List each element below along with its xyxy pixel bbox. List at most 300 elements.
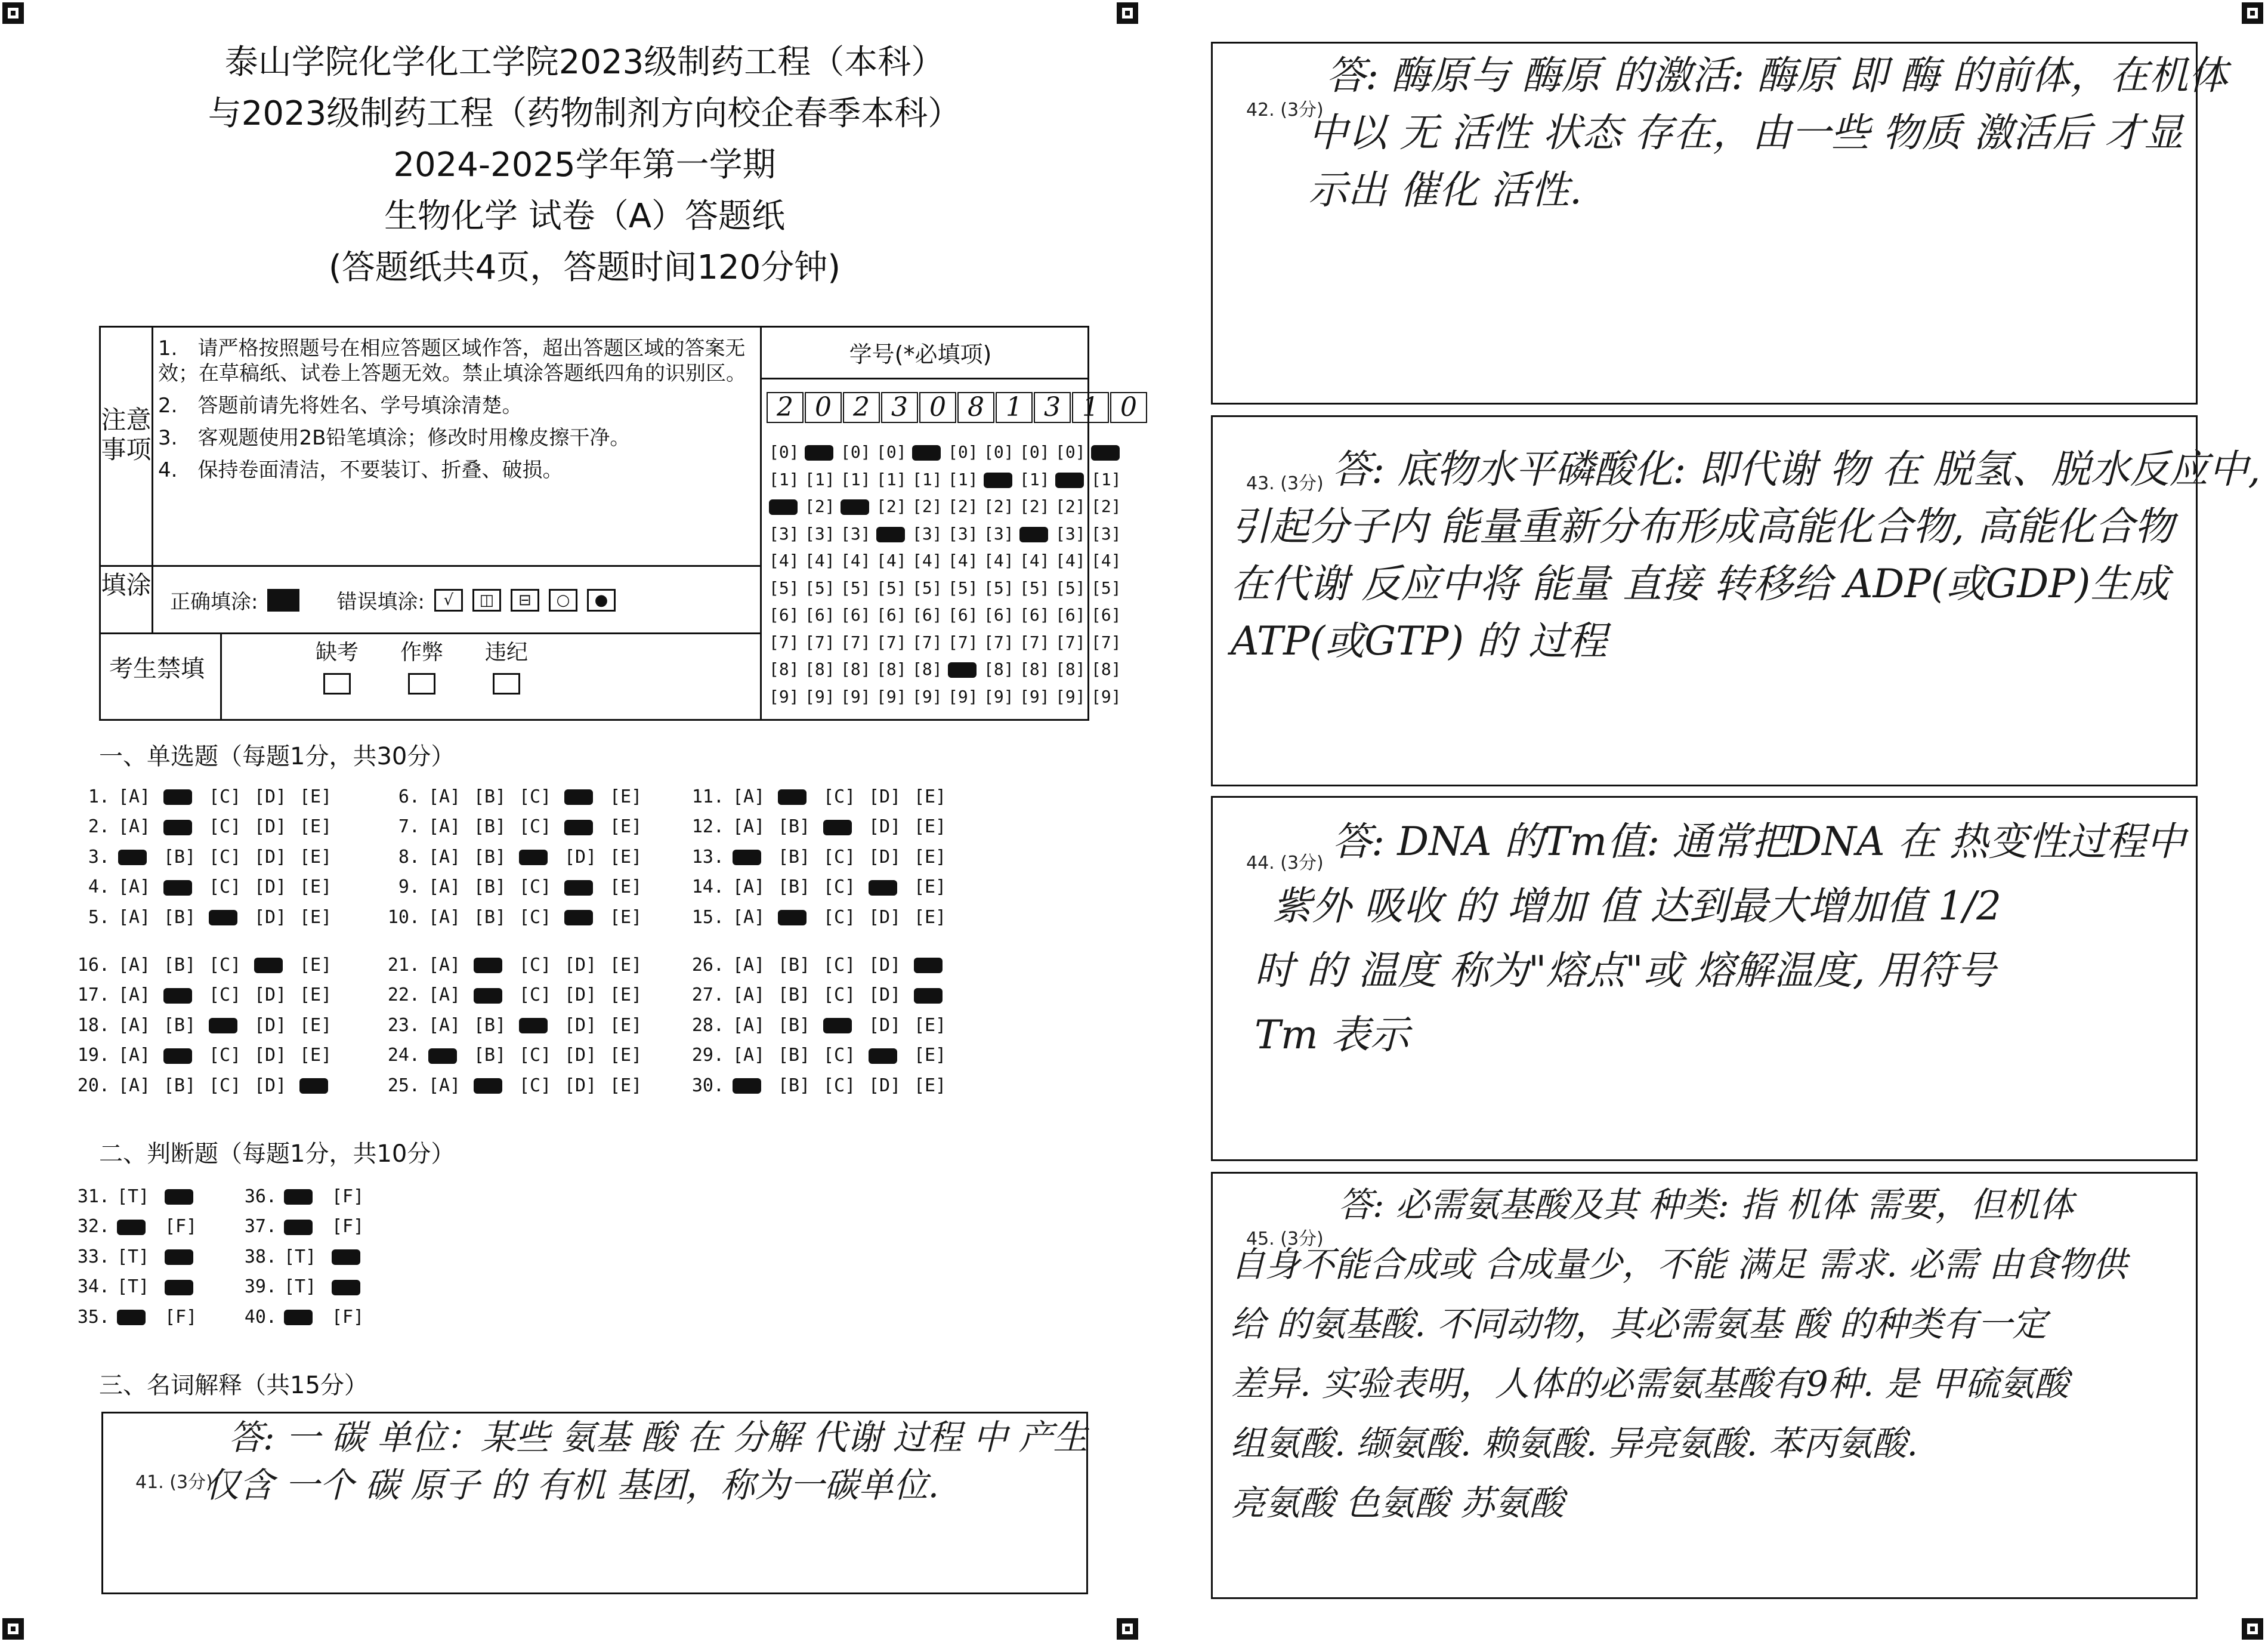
tf-question-row bbox=[239, 1212, 379, 1242]
option-bubble[interactable]: [A] bbox=[733, 906, 765, 928]
option-bubble[interactable]: [A] bbox=[118, 786, 151, 807]
option-bubble[interactable]: [B] bbox=[778, 1014, 811, 1036]
bubble[interactable]: [3] bbox=[805, 523, 835, 544]
option-bubble[interactable]: [D] bbox=[254, 876, 287, 898]
option-bubble[interactable]: [A] bbox=[428, 846, 461, 868]
option-bubble[interactable]: [E] bbox=[299, 954, 332, 976]
option-filled[interactable] bbox=[519, 847, 564, 868]
option-bubble[interactable]: [C] bbox=[209, 786, 242, 807]
option-bubble[interactable]: [T] bbox=[117, 1186, 150, 1207]
option-bubble[interactable]: [E] bbox=[299, 1045, 332, 1066]
option-bubble[interactable]: [E] bbox=[914, 786, 947, 807]
option-bubble[interactable]: [C] bbox=[519, 876, 552, 898]
bubble[interactable]: [9] bbox=[984, 686, 1014, 706]
option-bubble[interactable]: [A] bbox=[118, 906, 151, 928]
option-bubble[interactable]: [A] bbox=[428, 876, 461, 898]
option-bubble[interactable]: [A] bbox=[733, 816, 765, 838]
bubble[interactable]: [5] bbox=[1091, 578, 1121, 598]
bubble[interactable]: [3] bbox=[948, 523, 978, 544]
bubble[interactable]: [9] bbox=[769, 686, 799, 706]
bubble[interactable]: [2] bbox=[1055, 496, 1086, 517]
option-bubble[interactable]: [B] bbox=[163, 954, 196, 976]
option-bubble[interactable]: [B] bbox=[778, 1045, 811, 1066]
option-bubble[interactable]: [E] bbox=[299, 876, 332, 898]
option-filled[interactable] bbox=[332, 1276, 379, 1297]
bubble[interactable]: [9] bbox=[805, 686, 835, 706]
option-bubble[interactable]: [D] bbox=[564, 1045, 597, 1066]
option-filled[interactable] bbox=[474, 955, 519, 976]
option-bubble[interactable]: [T] bbox=[284, 1246, 317, 1267]
option-bubble[interactable]: [C] bbox=[209, 1045, 242, 1066]
option-bubble[interactable]: [A] bbox=[428, 984, 461, 1006]
option-bubble[interactable]: [F] bbox=[332, 1186, 364, 1207]
bubble[interactable]: [1] bbox=[841, 469, 871, 489]
option-bubble[interactable]: [A] bbox=[118, 816, 151, 838]
bubble[interactable]: [1] bbox=[805, 469, 835, 489]
bubble[interactable]: [7] bbox=[1091, 632, 1121, 652]
option-filled[interactable] bbox=[163, 816, 209, 837]
option-filled[interactable] bbox=[165, 1186, 212, 1207]
option-bubble[interactable]: [E] bbox=[914, 816, 947, 838]
bubble[interactable]: [7] bbox=[769, 632, 799, 652]
cheat-checkbox[interactable] bbox=[408, 673, 435, 695]
bubble[interactable]: [7] bbox=[1019, 632, 1050, 652]
option-bubble[interactable]: [C] bbox=[209, 1075, 242, 1096]
option-bubble[interactable]: [C] bbox=[519, 906, 552, 928]
option-bubble[interactable]: [E] bbox=[299, 906, 332, 928]
bubble-row bbox=[769, 683, 1127, 711]
option-bubble[interactable]: [E] bbox=[610, 1045, 642, 1066]
option-filled[interactable] bbox=[284, 1216, 332, 1237]
option-bubble[interactable]: [A] bbox=[428, 1014, 461, 1036]
option-filled[interactable] bbox=[284, 1307, 332, 1328]
bubble[interactable]: [8] bbox=[1055, 659, 1086, 680]
option-bubble[interactable]: [B] bbox=[474, 846, 506, 868]
option-bubble[interactable]: [D] bbox=[564, 984, 597, 1006]
option-filled[interactable] bbox=[165, 1276, 212, 1297]
bubble[interactable]: [5] bbox=[876, 578, 907, 598]
bubble[interactable]: [8] bbox=[805, 659, 835, 680]
option-bubble[interactable]: [D] bbox=[869, 1075, 901, 1096]
option-bubble[interactable]: [E] bbox=[914, 1014, 947, 1036]
bubble[interactable]: [6] bbox=[912, 605, 943, 625]
bubble[interactable]: [7] bbox=[984, 632, 1014, 652]
bubble[interactable]: [2] bbox=[1091, 496, 1121, 517]
option-bubble[interactable]: [B] bbox=[778, 876, 811, 898]
option-bubble[interactable]: [D] bbox=[564, 954, 597, 976]
option-bubble[interactable]: [T] bbox=[117, 1276, 150, 1298]
option-bubble[interactable]: [E] bbox=[610, 846, 642, 868]
bubble[interactable]: [2] bbox=[948, 496, 978, 517]
option-filled[interactable] bbox=[778, 786, 823, 807]
option-filled[interactable] bbox=[519, 1015, 564, 1036]
option-bubble[interactable]: [B] bbox=[163, 906, 196, 928]
option-bubble[interactable]: [A] bbox=[118, 1014, 151, 1036]
mc-question-row bbox=[382, 782, 655, 812]
option-bubble[interactable]: [E] bbox=[299, 1014, 332, 1036]
option-bubble[interactable]: [C] bbox=[519, 984, 552, 1006]
option-bubble[interactable]: [C] bbox=[209, 876, 242, 898]
bubble-filled[interactable] bbox=[984, 470, 1019, 489]
option-bubble[interactable]: [B] bbox=[778, 984, 811, 1006]
option-bubble[interactable]: [C] bbox=[519, 954, 552, 976]
question-number: 19. bbox=[77, 1045, 110, 1066]
bubble[interactable]: [5] bbox=[1019, 578, 1050, 598]
option-bubble[interactable]: [F] bbox=[165, 1216, 197, 1237]
option-bubble[interactable]: [E] bbox=[914, 846, 947, 868]
bubble[interactable]: [6] bbox=[769, 605, 799, 625]
bubble[interactable]: [9] bbox=[876, 686, 907, 706]
option-filled[interactable] bbox=[823, 816, 869, 837]
bubble[interactable]: [0] bbox=[876, 442, 907, 462]
bubble-filled[interactable] bbox=[1091, 442, 1127, 462]
bubble[interactable]: [8] bbox=[841, 659, 871, 680]
option-bubble[interactable]: [D] bbox=[564, 1014, 597, 1036]
option-bubble[interactable]: [B] bbox=[778, 954, 811, 976]
bubble[interactable]: [1] bbox=[769, 469, 799, 489]
bubble[interactable]: [0] bbox=[1055, 442, 1086, 462]
violation-checkbox[interactable] bbox=[493, 673, 520, 695]
option-bubble[interactable]: [F] bbox=[332, 1216, 364, 1237]
option-filled[interactable] bbox=[733, 1075, 778, 1096]
bubble-filled[interactable] bbox=[948, 659, 984, 679]
question-number: 34. bbox=[77, 1276, 110, 1298]
option-bubble[interactable]: [E] bbox=[914, 1045, 947, 1066]
bubble[interactable]: [8] bbox=[876, 659, 907, 680]
option-bubble[interactable]: [C] bbox=[823, 1045, 856, 1066]
question-number: 40. bbox=[244, 1306, 277, 1328]
bubble[interactable]: [4] bbox=[876, 551, 907, 571]
bubble[interactable]: [3] bbox=[984, 523, 1014, 544]
option-bubble[interactable]: [A] bbox=[428, 1075, 461, 1096]
bubble[interactable]: [5] bbox=[912, 578, 943, 598]
option-bubble[interactable]: [E] bbox=[914, 876, 947, 898]
question-number: 1. bbox=[88, 786, 110, 807]
bubble[interactable]: [5] bbox=[984, 578, 1014, 598]
option-bubble[interactable]: [E] bbox=[610, 876, 642, 898]
option-bubble[interactable]: [D] bbox=[564, 1075, 597, 1096]
option-bubble[interactable]: [E] bbox=[610, 954, 642, 976]
option-filled[interactable] bbox=[209, 1015, 254, 1036]
bubble-filled[interactable] bbox=[769, 496, 805, 516]
option-bubble[interactable]: [E] bbox=[610, 786, 642, 807]
bubble[interactable]: [6] bbox=[1055, 605, 1086, 625]
bubble[interactable]: [1] bbox=[948, 469, 978, 489]
option-bubble[interactable]: [C] bbox=[519, 1075, 552, 1096]
option-bubble[interactable]: [C] bbox=[519, 816, 552, 838]
bubble-filled[interactable] bbox=[805, 442, 841, 462]
question-number: 22. bbox=[387, 984, 420, 1006]
option-filled[interactable] bbox=[564, 786, 610, 807]
bubble[interactable]: [3] bbox=[912, 523, 943, 544]
bubble[interactable]: [4] bbox=[948, 551, 978, 571]
option-filled[interactable] bbox=[564, 907, 610, 928]
option-filled[interactable] bbox=[733, 847, 778, 868]
bubble[interactable]: [4] bbox=[1019, 551, 1050, 571]
option-bubble[interactable]: [A] bbox=[118, 876, 151, 898]
mc-question-row bbox=[72, 872, 345, 903]
bubble[interactable]: [6] bbox=[1019, 605, 1050, 625]
option-bubble[interactable]: [A] bbox=[733, 876, 765, 898]
notice-item-3: 3. 客观题使用2B铅笔填涂；修改时用橡皮擦干净。 bbox=[158, 426, 631, 450]
bubble[interactable]: [1] bbox=[912, 469, 943, 489]
option-filled[interactable] bbox=[914, 984, 959, 1005]
bubble[interactable]: [4] bbox=[1055, 551, 1086, 571]
answer-box-45[interactable] bbox=[1211, 1172, 2198, 1599]
bubble[interactable]: [9] bbox=[912, 686, 943, 706]
bubble[interactable]: [5] bbox=[1055, 578, 1086, 598]
bubble[interactable]: [1] bbox=[876, 469, 907, 489]
bubble[interactable]: [0] bbox=[1019, 442, 1050, 462]
bubble[interactable]: [7] bbox=[876, 632, 907, 652]
option-bubble[interactable]: [B] bbox=[474, 1045, 506, 1066]
option-bubble[interactable]: [D] bbox=[254, 1045, 287, 1066]
option-filled[interactable] bbox=[428, 1045, 474, 1066]
option-bubble[interactable]: [D] bbox=[254, 1014, 287, 1036]
option-bubble[interactable]: [D] bbox=[564, 846, 597, 868]
option-filled[interactable] bbox=[118, 847, 163, 868]
option-bubble[interactable]: [C] bbox=[823, 1075, 856, 1096]
bubble[interactable]: [5] bbox=[948, 578, 978, 598]
option-bubble[interactable]: [B] bbox=[163, 846, 196, 868]
option-bubble[interactable]: [D] bbox=[254, 906, 287, 928]
bubble[interactable]: [0] bbox=[984, 442, 1014, 462]
option-bubble[interactable]: [D] bbox=[869, 984, 901, 1006]
option-bubble[interactable]: [E] bbox=[299, 984, 332, 1006]
option-filled[interactable] bbox=[474, 1075, 519, 1096]
option-bubble[interactable]: [T] bbox=[284, 1276, 317, 1298]
bubble[interactable]: [8] bbox=[1091, 659, 1121, 680]
option-filled[interactable] bbox=[163, 786, 209, 807]
option-bubble[interactable]: [E] bbox=[914, 906, 947, 928]
bubble[interactable]: [7] bbox=[841, 632, 871, 652]
option-bubble[interactable]: [E] bbox=[610, 1014, 642, 1036]
answer-box-41[interactable] bbox=[101, 1412, 1088, 1594]
option-bubble[interactable]: [D] bbox=[869, 846, 901, 868]
bubble[interactable]: [6] bbox=[805, 605, 835, 625]
option-filled[interactable] bbox=[165, 1246, 212, 1267]
option-bubble[interactable]: [A] bbox=[118, 954, 151, 976]
absent-checkbox[interactable] bbox=[323, 673, 351, 695]
option-bubble[interactable]: [A] bbox=[118, 1075, 151, 1096]
option-filled[interactable] bbox=[823, 1015, 869, 1036]
bubble[interactable]: [9] bbox=[1055, 686, 1086, 706]
bubble[interactable]: [4] bbox=[912, 551, 943, 571]
bubble[interactable]: [2] bbox=[1019, 496, 1050, 517]
option-bubble[interactable]: [T] bbox=[117, 1246, 150, 1267]
option-bubble[interactable]: [C] bbox=[519, 786, 552, 807]
option-bubble[interactable]: [D] bbox=[254, 816, 287, 838]
option-bubble[interactable]: [E] bbox=[610, 816, 642, 838]
fill-mark bbox=[564, 910, 593, 925]
bubble[interactable]: [9] bbox=[1091, 686, 1121, 706]
bubble[interactable]: [1] bbox=[1091, 469, 1121, 489]
bubble[interactable]: [0] bbox=[948, 442, 978, 462]
bubble[interactable]: [2] bbox=[876, 496, 907, 517]
wrong-fill-dash-icon: ⊟ bbox=[511, 589, 539, 612]
option-bubble[interactable]: [B] bbox=[778, 1075, 811, 1096]
option-filled[interactable] bbox=[474, 984, 519, 1005]
option-bubble[interactable]: [C] bbox=[209, 846, 242, 868]
mc-question-row bbox=[382, 902, 655, 933]
option-bubble[interactable]: [A] bbox=[733, 786, 765, 807]
option-bubble[interactable]: [A] bbox=[118, 1045, 151, 1066]
sheet-title bbox=[101, 37, 1068, 294]
bubble[interactable]: [2] bbox=[984, 496, 1014, 517]
bubble[interactable]: [8] bbox=[769, 659, 799, 680]
bubble-row bbox=[769, 601, 1127, 629]
bubble[interactable]: [5] bbox=[841, 578, 871, 598]
option-bubble[interactable]: [D] bbox=[254, 786, 287, 807]
bubble[interactable]: [6] bbox=[841, 605, 871, 625]
bubble[interactable]: [7] bbox=[948, 632, 978, 652]
answer-box-42[interactable] bbox=[1211, 42, 2228, 405]
bubble[interactable]: [7] bbox=[805, 632, 835, 652]
option-bubble[interactable]: [C] bbox=[209, 816, 242, 838]
option-filled[interactable] bbox=[332, 1246, 379, 1267]
option-bubble[interactable]: [C] bbox=[823, 906, 856, 928]
option-filled[interactable] bbox=[914, 955, 959, 976]
option-bubble[interactable]: [E] bbox=[610, 1075, 642, 1096]
option-bubble[interactable]: [E] bbox=[914, 1075, 947, 1096]
option-bubble[interactable]: [C] bbox=[209, 984, 242, 1006]
bubble[interactable]: [4] bbox=[805, 551, 835, 571]
bubble[interactable]: [6] bbox=[876, 605, 907, 625]
option-bubble[interactable]: [C] bbox=[823, 786, 856, 807]
bubble[interactable]: [2] bbox=[805, 496, 835, 517]
bubble[interactable]: [0] bbox=[841, 442, 871, 462]
option-bubble[interactable]: [E] bbox=[610, 984, 642, 1006]
option-filled[interactable] bbox=[299, 1075, 345, 1096]
fill-mark bbox=[209, 910, 237, 925]
option-bubble[interactable]: [C] bbox=[823, 876, 856, 898]
bubble[interactable]: [8] bbox=[1019, 659, 1050, 680]
option-filled[interactable] bbox=[778, 907, 823, 928]
option-bubble[interactable]: [A] bbox=[733, 954, 765, 976]
option-filled[interactable] bbox=[564, 816, 610, 837]
option-bubble[interactable]: [F] bbox=[165, 1306, 197, 1328]
option-bubble[interactable]: [B] bbox=[163, 1075, 196, 1096]
bubble[interactable]: [6] bbox=[1091, 605, 1121, 625]
option-bubble[interactable]: [B] bbox=[474, 906, 506, 928]
option-bubble[interactable]: [D] bbox=[869, 816, 901, 838]
option-filled[interactable] bbox=[869, 876, 914, 897]
bubble[interactable]: [5] bbox=[805, 578, 835, 598]
option-filled[interactable] bbox=[869, 1045, 914, 1066]
bubble[interactable]: [4] bbox=[1091, 551, 1121, 571]
bubble[interactable]: [5] bbox=[769, 578, 799, 598]
bubble[interactable]: [9] bbox=[841, 686, 871, 706]
bubble[interactable]: [6] bbox=[984, 605, 1014, 625]
option-bubble[interactable]: [A] bbox=[428, 786, 461, 807]
question-number: 32. bbox=[77, 1216, 110, 1237]
bubble-filled[interactable] bbox=[1055, 470, 1091, 489]
option-bubble[interactable]: [C] bbox=[519, 1045, 552, 1066]
option-filled[interactable] bbox=[284, 1186, 332, 1207]
option-bubble[interactable]: [A] bbox=[733, 984, 765, 1006]
option-bubble[interactable]: [D] bbox=[254, 984, 287, 1006]
option-bubble[interactable]: [A] bbox=[428, 816, 461, 838]
bubble[interactable]: [3] bbox=[769, 523, 799, 544]
bubble[interactable]: [4] bbox=[984, 551, 1014, 571]
option-bubble[interactable]: [A] bbox=[428, 954, 461, 976]
bubble[interactable]: [9] bbox=[1019, 686, 1050, 706]
bubble[interactable]: [3] bbox=[841, 523, 871, 544]
option-filled[interactable] bbox=[254, 955, 299, 976]
bubble[interactable]: [6] bbox=[948, 605, 978, 625]
option-filled[interactable] bbox=[163, 876, 209, 897]
option-bubble[interactable]: [E] bbox=[610, 906, 642, 928]
mc-question-row bbox=[686, 980, 959, 1011]
option-bubble[interactable]: [D] bbox=[254, 846, 287, 868]
option-bubble[interactable]: [D] bbox=[254, 1075, 287, 1096]
option-filled[interactable] bbox=[163, 1045, 209, 1066]
answer-box-44[interactable] bbox=[1211, 796, 2198, 1161]
option-filled[interactable] bbox=[163, 984, 209, 1005]
option-bubble[interactable]: [A] bbox=[733, 1014, 765, 1036]
option-bubble[interactable]: [C] bbox=[209, 954, 242, 976]
bubble[interactable]: [7] bbox=[1055, 632, 1086, 652]
bubble[interactable]: [2] bbox=[912, 496, 943, 517]
question-number: 15. bbox=[691, 906, 724, 928]
bubble[interactable]: [7] bbox=[912, 632, 943, 652]
bubble[interactable]: [8] bbox=[984, 659, 1014, 680]
bubble[interactable]: [1] bbox=[1019, 469, 1050, 489]
q45-answer-text: 答: 必需氨基酸及其 种类: 指 机体 需要，但机体 自身不能合成或 合成量少，不能 满足 需求. 必需 由食物供 给 的氨基酸. 不同动物，其必需氨基 酸 的种类有一定 差异. 实验表明，人体的必需氨基酸有9种. 是 甲硫氨酸 组氨酸. 缬氨酸. 赖氨酸. 异亮氨酸. 苯丙氨酸. 亮氨酸 色氨酸 苏氨酸 bbox=[1231, 1184, 2127, 1523]
option-bubble[interactable]: [A] bbox=[733, 1045, 765, 1066]
option-filled[interactable] bbox=[117, 1216, 165, 1237]
bubble-filled[interactable] bbox=[876, 524, 912, 544]
answer-box-43[interactable] bbox=[1211, 415, 2261, 786]
bubble[interactable]: [3] bbox=[1055, 523, 1086, 544]
option-bubble[interactable]: [E] bbox=[299, 846, 332, 868]
option-bubble[interactable]: [A] bbox=[428, 906, 461, 928]
option-filled[interactable] bbox=[117, 1307, 165, 1328]
bubble[interactable]: [4] bbox=[841, 551, 871, 571]
bubble-filled[interactable] bbox=[841, 496, 876, 516]
option-bubble[interactable]: [E] bbox=[299, 786, 332, 807]
option-bubble[interactable]: [E] bbox=[299, 816, 332, 838]
option-bubble[interactable]: [B] bbox=[163, 1014, 196, 1036]
bubble[interactable]: [3] bbox=[1091, 523, 1121, 544]
bubble-filled[interactable] bbox=[912, 442, 948, 462]
option-bubble[interactable]: [D] bbox=[869, 954, 901, 976]
option-bubble[interactable]: [C] bbox=[823, 984, 856, 1006]
bubble[interactable]: [8] bbox=[912, 659, 943, 680]
option-bubble[interactable]: [B] bbox=[474, 1014, 506, 1036]
option-bubble[interactable]: [B] bbox=[474, 816, 506, 838]
option-bubble[interactable]: [B] bbox=[474, 876, 506, 898]
option-bubble[interactable]: [C] bbox=[823, 954, 856, 976]
option-bubble[interactable]: [A] bbox=[118, 984, 151, 1006]
bubble[interactable]: [9] bbox=[948, 686, 978, 706]
fill-mark bbox=[948, 662, 977, 678]
option-bubble[interactable]: [B] bbox=[474, 786, 506, 807]
option-bubble[interactable]: [D] bbox=[869, 1014, 901, 1036]
bubble[interactable]: [0] bbox=[769, 442, 799, 462]
option-filled[interactable] bbox=[564, 876, 610, 897]
option-bubble[interactable]: [C] bbox=[823, 846, 856, 868]
option-bubble[interactable]: [B] bbox=[778, 846, 811, 868]
option-bubble[interactable]: [D] bbox=[869, 906, 901, 928]
student-id-digit: 8 bbox=[957, 392, 994, 423]
option-bubble[interactable]: [B] bbox=[778, 816, 811, 838]
option-bubble[interactable]: [F] bbox=[332, 1306, 364, 1328]
option-filled[interactable] bbox=[209, 907, 254, 928]
bubble-filled[interactable] bbox=[1019, 524, 1055, 544]
bubble[interactable]: [4] bbox=[769, 551, 799, 571]
option-bubble[interactable]: [D] bbox=[869, 786, 901, 807]
